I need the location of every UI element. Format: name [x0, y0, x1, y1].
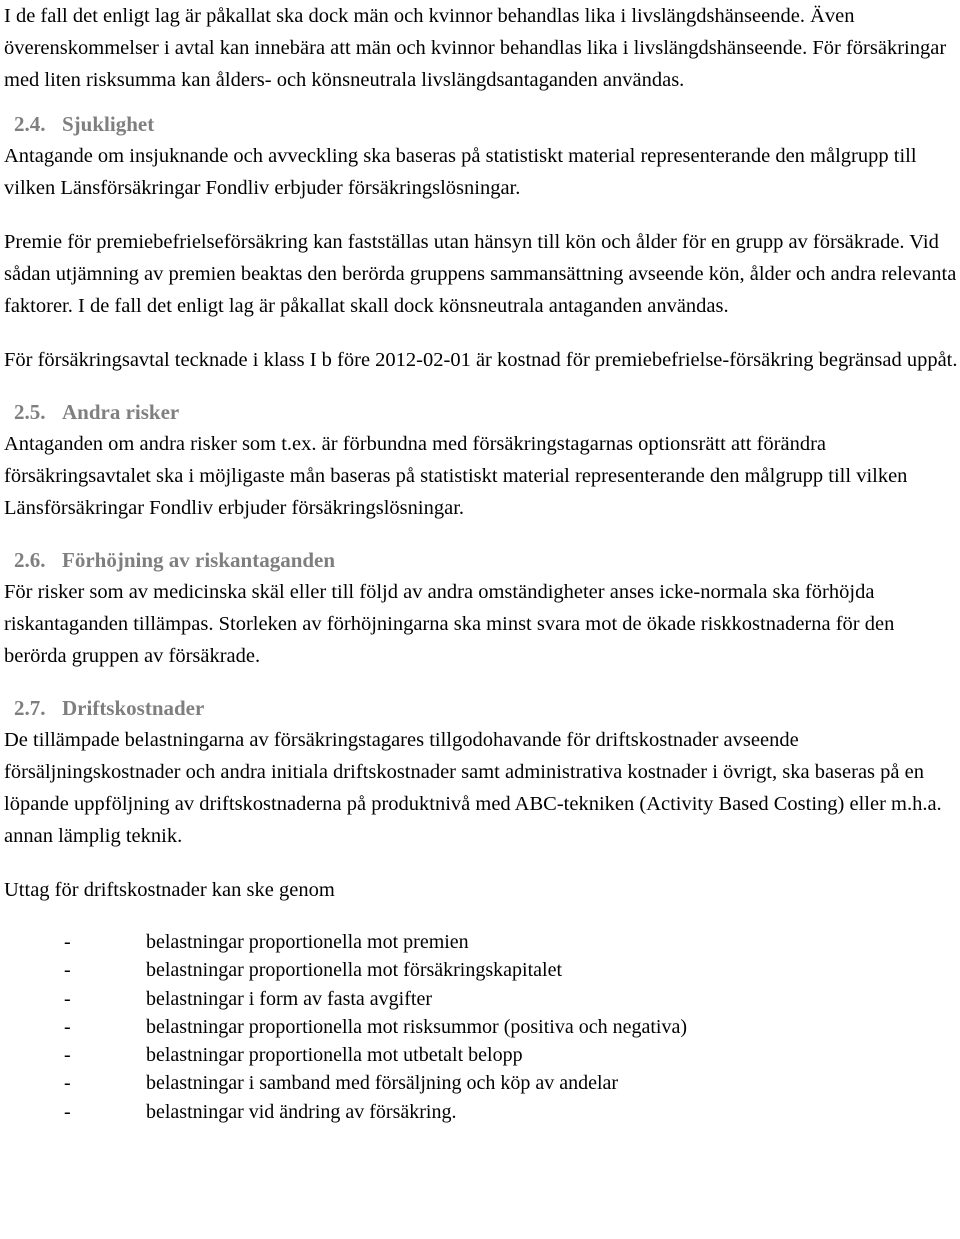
list-item [4, 956, 958, 984]
section-number: 2.7. [14, 696, 46, 720]
list-item-text: belastningar proportionella mot försäkringskapitalet [146, 959, 562, 982]
list-item-text: belastningar vid ändring av försäkring. [146, 1100, 457, 1123]
list-marker: - [64, 959, 71, 982]
section-heading-andra-risker [4, 396, 958, 428]
section-heading-sjuklighet [4, 108, 958, 140]
section-title: Driftskostnader [62, 696, 205, 720]
section-heading-forhojning [4, 544, 958, 576]
section-number: 2.4. [14, 112, 46, 136]
list-item [4, 1098, 958, 1126]
paragraph: De tillämpade belastningarna av försäkringstagares tillgodohavande för driftskostnader avseende försäljningskostnader och andra initiala driftskostnader samt administrativa kostnader i övrigt, ska baseras på en löpande uppföljning av driftskostnaderna på produktnivå med ABC-tekniken (Activity Based Costing) eller m.h.a. annan lämplig teknik. [4, 729, 942, 847]
list-marker: - [64, 1072, 71, 1095]
paragraph: För risker som av medicinska skäl eller till följd av andra omständigheter anses icke-normala ska förhöjda riskantaganden tillämpas. Storleken av förhöjningarna ska minst svara mot de ökade riskkostnaderna för den berörda gruppen av försäkrade. [4, 581, 895, 667]
paragraph: För försäkringsavtal tecknade i klass I b före 2012-02-01 är kostnad för premiebefrielse-försäkring begränsad uppåt. [4, 349, 958, 371]
paragraph: Antagande om insjuknande och avveckling ska baseras på statistiskt material representerande den målgrupp till vilken Länsförsäkringar Fondliv erbjuder försäkringslösningar. [4, 145, 917, 199]
paragraph: Antaganden om andra risker som t.ex. är förbundna med försäkringstagarnas optionsrätt att förändra försäkringsavtalet ska i möjligaste mån baseras på statistiskt material representerande den målgrupp till vilken Länsförsäkringar Fondliv erbjuder försäkringslösningar. [4, 433, 908, 519]
list-item-text: belastningar proportionella mot utbetalt belopp [146, 1044, 523, 1067]
list-marker: - [64, 1044, 71, 1067]
section-number: 2.5. [14, 400, 46, 424]
section-heading-driftskostnader [4, 692, 958, 724]
paragraph: Premie för premiebefrielseförsäkring kan fastställas utan hänsyn till kön och ålder för en grupp av försäkrade. Vid sådan utjämning av premien beaktas den berörda gruppens sammansättning avseende kön, ålder och andra relevanta faktorer. I de fall det enligt lag är påkallat skall dock könsneutrala antaganden användas. [4, 231, 957, 317]
list-item [4, 985, 958, 1013]
list-item-text: belastningar proportionella mot premien [146, 931, 469, 953]
list-marker: - [64, 987, 71, 1010]
list-item [4, 1013, 958, 1041]
section-title: Sjuklighet [62, 112, 155, 136]
list-item-text: belastningar i samband med försäljning och köp av andelar [146, 1072, 619, 1095]
list-marker: - [64, 1100, 71, 1123]
cost-withdrawal-list [4, 928, 958, 1126]
list-item [4, 928, 958, 956]
paragraph: Uttag för driftskostnader kan ske genom [4, 879, 335, 901]
section-title: Andra risker [62, 400, 180, 424]
intro-paragraph: I de fall det enligt lag är påkallat ska dock män och kvinnor behandlas lika i livslängdshänseende. Även överenskommelser i avtal kan innebära att män och kvinnor behandlas lika i livslängdshänseende. För försäkringar med liten risksumma kan ålders- och könsneutrala livslängdsantaganden användas. [4, 5, 947, 91]
section-title: Förhöjning av riskantaganden [62, 548, 336, 572]
section-number: 2.6. [14, 548, 46, 572]
list-marker: - [64, 931, 71, 953]
list-item [4, 1069, 958, 1097]
list-marker: - [64, 1015, 71, 1038]
list-item [4, 1041, 958, 1069]
list-item-text: belastningar i form av fasta avgifter [146, 987, 432, 1010]
list-item-text: belastningar proportionella mot risksummor (positiva och negativa) [146, 1015, 687, 1038]
document-page [4, 0, 958, 1126]
